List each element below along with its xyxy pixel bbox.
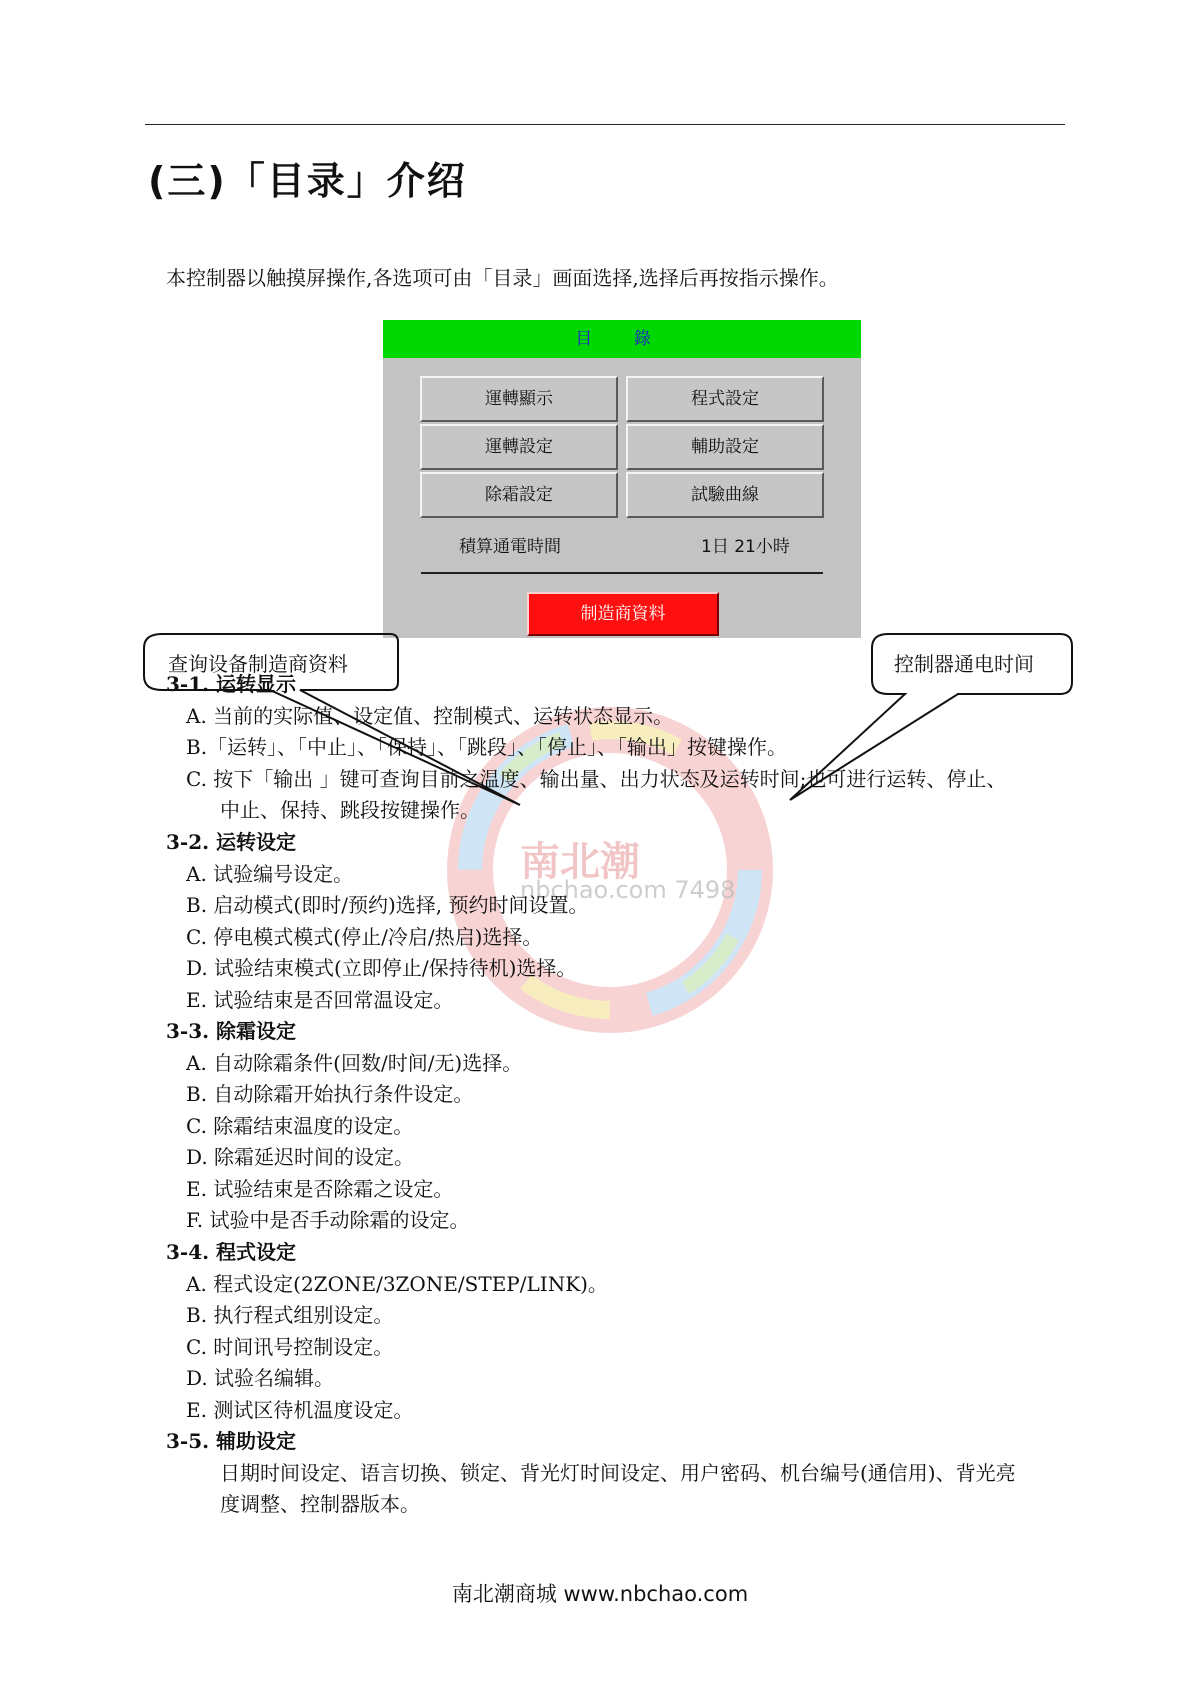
list-item: E. 测试区待机温度设定。 xyxy=(186,1398,414,1422)
section-title: 3-5. 辅助设定 xyxy=(166,1429,297,1453)
right-callout-text: 控制器通电时间 xyxy=(894,652,1034,676)
runtime-value: 1日 21小時 xyxy=(701,537,790,557)
top-rule xyxy=(145,124,1065,125)
list-item: F. 试验中是否手动除霜的设定。 xyxy=(186,1208,470,1232)
list-item: B. 执行程式组别设定。 xyxy=(186,1303,394,1327)
list-item: A. 试验编号设定。 xyxy=(186,862,354,886)
left-callout-text: 查询设备制造商资料 xyxy=(168,652,348,676)
aux-settings-button[interactable]: 輔助設定 xyxy=(626,424,824,470)
panel-divider xyxy=(421,572,823,574)
section-title: 3-2. 运转设定 xyxy=(166,830,297,854)
program-settings-button[interactable]: 程式設定 xyxy=(626,376,824,422)
list-item: D. 试验名编辑。 xyxy=(186,1366,335,1390)
menu-title-bar: 目 錄 xyxy=(383,320,861,358)
intro-paragraph: 本控制器以触摸屏操作,各选项可由「目录」画面选择,选择后再按指示操作。 xyxy=(166,266,839,290)
list-item: D. 除霜延迟时间的设定。 xyxy=(186,1145,415,1169)
footer-brand: 南北潮商城 www.nbchao.com xyxy=(451,1582,749,1606)
watermark-url: nbchao.com 7498 xyxy=(520,876,736,904)
runtime-label: 積算通電時間 xyxy=(459,537,561,557)
list-item: E. 试验结束是否回常温设定。 xyxy=(186,988,454,1012)
list-item: C. 停电模式模式(停止/冷启/热启)选择。 xyxy=(186,925,543,949)
list-item: C. 按下「输出 」键可查询目前之温度、输出量、出力状态及运转时间;也可进行运转、停止、 xyxy=(186,767,1007,791)
page-title: (三)「目录」介绍 xyxy=(148,159,467,203)
list-item: E. 试验结束是否除霜之设定。 xyxy=(186,1177,454,1201)
list-item: B. 启动模式(即时/预约)选择, 预约时间设置。 xyxy=(186,893,589,917)
list-item: 度调整、控制器版本。 xyxy=(220,1492,420,1516)
list-item: 中止、保持、跳段按键操作。 xyxy=(220,798,480,822)
test-curve-button[interactable]: 試驗曲線 xyxy=(626,472,824,518)
section-title: 3-1. 运转显示 xyxy=(166,672,297,696)
manufacturer-info-button[interactable]: 制造商資料 xyxy=(527,592,719,636)
list-item: D. 试验结束模式(立即停止/保持待机)选择。 xyxy=(186,956,577,980)
list-item: C. 时间讯号控制设定。 xyxy=(186,1335,394,1359)
list-item: A. 程式设定(2ZONE/3ZONE/STEP/LINK)。 xyxy=(186,1272,608,1296)
list-item: A. 当前的实际值、设定值、控制模式、运转状态显示。 xyxy=(186,704,674,728)
run-settings-button[interactable]: 運轉設定 xyxy=(420,424,618,470)
section-title: 3-4. 程式设定 xyxy=(166,1240,297,1264)
section-title: 3-3. 除霜设定 xyxy=(166,1019,297,1043)
menu-screen-panel xyxy=(383,320,861,638)
list-item: C. 除霜结束温度的设定。 xyxy=(186,1114,414,1138)
list-item: B. 自动除霜开始执行条件设定。 xyxy=(186,1082,474,1106)
list-item: 日期时间设定、语言切换、锁定、背光灯时间设定、用户密码、机台编号(通信用)、背光亮 xyxy=(220,1461,1016,1485)
list-item: B.「运转」、「中止」、「保持」、「跳段」、「停止」、「输出」按键操作。 xyxy=(186,735,788,759)
defrost-settings-button[interactable]: 除霜設定 xyxy=(420,472,618,518)
run-display-button[interactable]: 運轉顯示 xyxy=(420,376,618,422)
list-item: A. 自动除霜条件(回数/时间/无)选择。 xyxy=(186,1051,523,1075)
watermark-brand: 南北潮 xyxy=(520,839,640,885)
